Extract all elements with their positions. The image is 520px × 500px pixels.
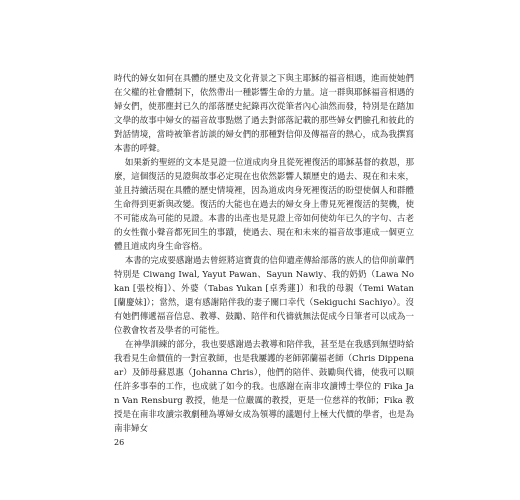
paragraph-3: 本書的完成要感謝過去曾經將這寶貴的信仰遺產傳給部落的族人的信仰前輩們特別是 Ciwang Iwal, Yayut Pawan、Sayun Nawiy、我的奶奶（Lawa Nokan [張校梅]）、外婆（Tabas Yukan [卓秀蓮]）和我的母親（Temi Watan [蘭慶妹]）；當然，還有感謝陪伴我的妻子關口幸代（Sekiguchi Sachiyo）。沒有她們傳遞福音信息、教導、鼓勵、陪伴和代禱就無法促成今日筆者可以成為一位教會牧者及學者的可能性。 [114,256,417,336]
paragraph-2: 如果新約聖經的文本是見證一位道成肉身且從死裡復活的耶穌基督的救恩，那麼，這個復活的見證與故事必定現在也依然影響人類歷史的過去、現在和未來，並且持續活現在具體的歷史情境裡，因為道成肉身死裡復活的盼望使個人和群體生命得到更新與改變。復活的大能也在過去的婦女身上帶見死裡復活的契機，使不可能成為可能的見證。本書的出產也是見證上帝如何使幼年已久的字句、古老的女性微小聲音都死回生的事蹟，使過去、現在和未來的福音故事連成一個更立體且道成肉身生命容格。 [114,158,414,252]
paragraph-4: 在神學訓練的部分，我也要感謝過去教導和陪伴我，甚至是在我感到無望時給我看見生命價值的一對宣教師，也是我屢護的老師郭蘭福老師（Chris Dippenaar）及師母蘇恩惠（Johanna Chris），他們的陪伴、鼓勵與代禱，使我可以順任許多事奉的工作，也成就了如今的我。也感謝在南非攻讀博士學位的 Fika Jan Van Rensburg 教授，他是一位嚴厲的教授，更是一位慈祥的牧師；Fika 教授是在南非攻讀宗教劇種為導婦女成為領導的議題付上極大代價的學者，也是為南非婦女 [114,340,414,434]
page-number: 26 [114,438,125,447]
body-text [114,72,417,436]
paragraph-1: 時代的婦女如何在具體的歷史及文化背景之下與主耶穌的福音相遇，進而使她們在父權的社會體制下，依然帶出一種影響生命的力量。這一群與耶穌福音相遇的婦女們，使那塵封已久的部落歷史紀錄再次從筆者內心油然而發，特別是在踏加文學的故事中婦女的福音故事點燃了過去對部落記載的那些婦女們臉孔和彼此的對話情境，當時被筆者訪談的婦女們的那種對信仰及傳福音的熱心，成為我撰寫本書的呼聲。 [114,74,414,154]
